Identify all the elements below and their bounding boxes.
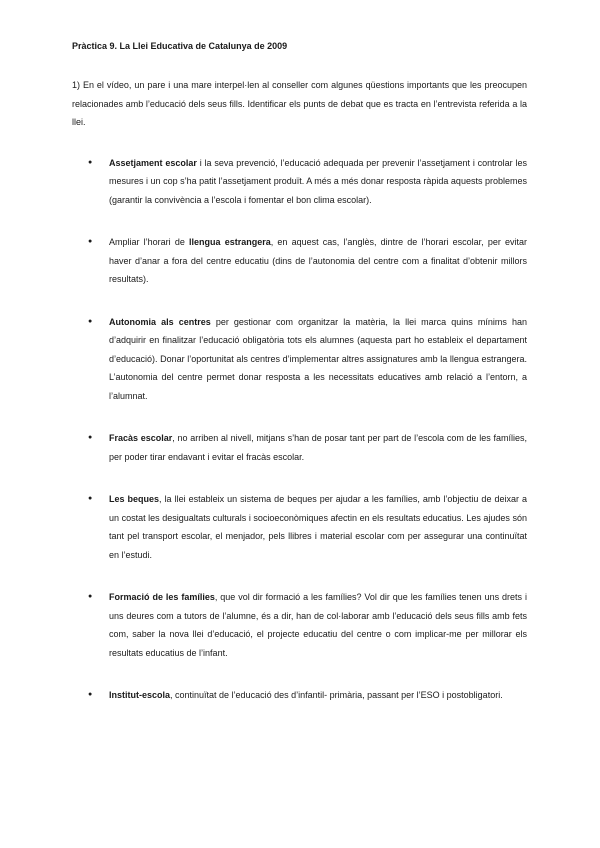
item-description: , no arriben al nivell, mitjans s’han de posar tant per part de l’escola com de les famílies, per poder tirar endavant i evitar el fracàs escolar. (109, 433, 527, 462)
bullet-icon: ● (88, 317, 93, 325)
list-item (72, 429, 527, 466)
intro-paragraph: 1) En el vídeo, un pare i una mare interpel·len al conseller com algunes qüestions importants que les preocupen relacionades amb l’educació dels seus fills. Identificar els punts de debat que es tracta en l’entrevista referida a la llei. (72, 80, 527, 127)
list-item (72, 313, 527, 406)
item-term: llengua estrangera (189, 237, 271, 247)
list-item (72, 490, 527, 564)
item-lead-text: Ampliar l’horari de (109, 237, 190, 247)
debate-points-list (72, 154, 527, 705)
item-description: , continuïtat de l’educació des d’infantil- primària, passant per l’ESO i postobligatori. (170, 690, 503, 700)
item-description: i la seva prevenció, l’educació adequada per prevenir l’assetjament i controlar les mesures i un cop s’ha patit l’assetjament produït. A més a més donar resposta ràpida aquests problemes (garantir la convivència a l’escola i fomentar el bon clima escolar). (109, 157, 527, 205)
item-description: per gestionar com organitzar la matèria, la llei marca quins mínims han d’adquirir en finalitzar l’educació obligatòria tots els alumnes (aquesta part ho estableix el departament d’educació). Donar l’oportunitat als centres d’implementar altres assignatures amb la llengua estrangera. L’autonomia del centre permet donar resposta a les necessitats educatives amb relació a l’entorn, a l’alumnat. (109, 316, 527, 401)
item-description: , la llei estableix un sistema de beques per ajudar a les famílies, amb l’objectiu de deixar a un costat les desigualtats culturals i socioeconòmiques afectin en els resultats educatius. Les ajudes són tant pel transport escolar, el menjador, pels llibres i material escolar com per assegurar una continuïtat en l’estudi. (109, 494, 527, 560)
bullet-icon: ● (88, 158, 93, 166)
item-term: Assetjament escolar (109, 157, 197, 168)
list-item (72, 686, 527, 705)
item-term: Institut-escola (109, 690, 171, 700)
bullet-icon: ● (88, 495, 93, 502)
bullet-icon: ● (88, 593, 93, 600)
list-item (72, 233, 527, 289)
item-term: Autonomia als centres (109, 316, 211, 327)
list-item (72, 154, 527, 210)
document-page (72, 40, 527, 705)
item-description: , en aquest cas, l’anglès, dintre de l’horari escolar, per evitar haver d’anar a fora del centre educatiu (dins de l’autonomia del centre com a finalitat d’obtenir millors resultats). (109, 237, 528, 284)
bullet-icon: ● (88, 238, 93, 245)
bullet-icon: ● (88, 434, 93, 441)
item-term: Les beques (109, 494, 160, 504)
item-term: Formació de les famílies (109, 592, 215, 602)
list-item (72, 588, 527, 662)
item-term: Fracàs escolar (109, 433, 173, 443)
bullet-icon: ● (88, 691, 93, 698)
item-description: , que vol dir formació a les famílies? Vol dir que les famílies tenen uns drets i uns deures com a tutors de l’alumne, és a dir, han de col·laborar amb l’educació dels seus fills amb fets com, saber la nova llei d’educació, el projecte educatiu del centre o com implicar-me per millorar els resultats educatius de l’infant. (109, 592, 527, 658)
document-title: Pràctica 9. La Llei Educativa de Catalunya de 2009 (72, 41, 288, 51)
